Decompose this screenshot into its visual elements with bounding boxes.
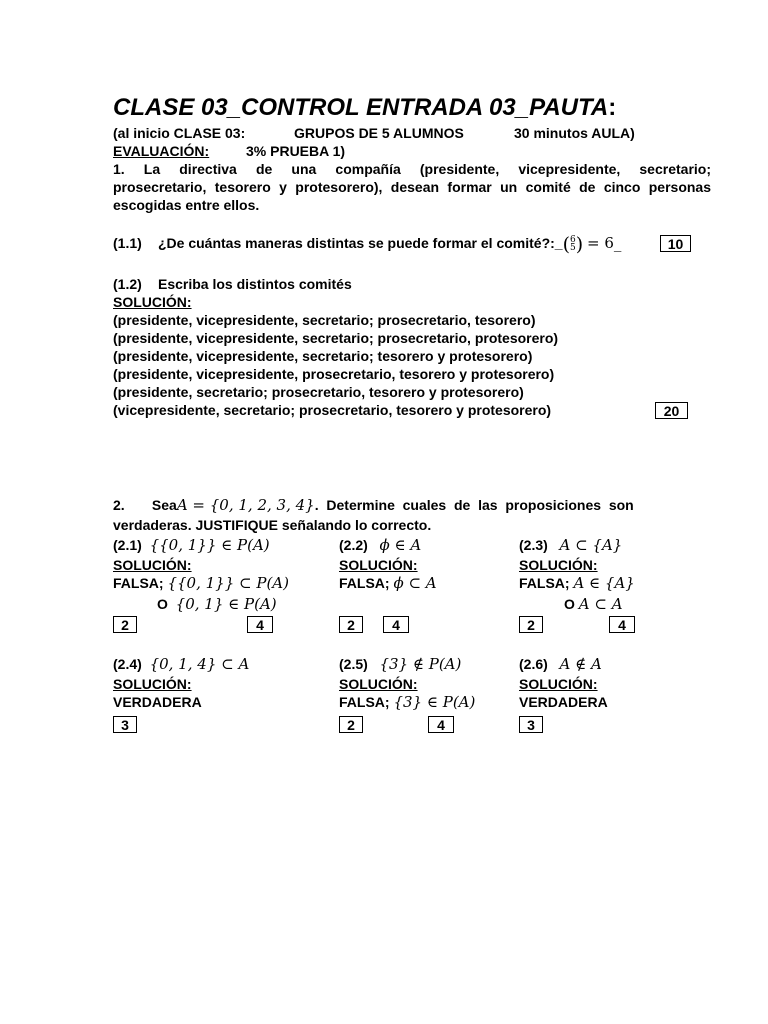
item-2-6-solution-label: SOLUCIÓN: (519, 676, 598, 692)
meta-groups: GRUPOS DE 5 ALUMNOS (294, 125, 464, 141)
item-2-5-score-b: 4 (428, 716, 454, 733)
item-2-6-statement: (2.6) A ∉ A (519, 655, 602, 673)
q1-2-label: (1.2) (113, 276, 142, 292)
item-2-5-answer: FALSA; {3} ∈ P(A) (339, 693, 476, 711)
q1-1-text: ¿De cuántas maneras distintas se puede formar el comité?:_ (158, 235, 563, 251)
item-2-1-score-a: 2 (113, 616, 137, 633)
item-2-4-solution-label: SOLUCIÓN: (113, 676, 192, 692)
committee-item: (presidente, secretario; prosecretario, tesorero y protesorero) (113, 384, 524, 400)
item-2-1-statement: (2.1) {{0, 1}} ∈ P(A) (113, 536, 270, 554)
item-2-6-score: 3 (519, 716, 543, 733)
item-2-4-statement: (2.4) {0, 1, 4} ⊂ A (113, 655, 250, 673)
item-2-3-solution-label: SOLUCIÓN: (519, 557, 598, 573)
q1-statement-line3: escogidas entre ellos. (113, 197, 260, 213)
item-2-2-score-a: 2 (339, 616, 363, 633)
item-2-1-alternative: O {0, 1} ∈ P(A) (157, 595, 277, 613)
page-title (113, 94, 616, 122)
q2-sea: 2. Sea (113, 497, 177, 513)
item-2-4-score: 3 (113, 716, 137, 733)
q2-intro-line2: verdaderas. JUSTIFIQUE señalando lo correcto. (113, 517, 432, 533)
q1-statement-line1: 1. La directiva de una compañía (presidente, vicepresidente, secretario; (113, 161, 711, 177)
item-2-2-answer: FALSA; ϕ ⊂ A (339, 574, 437, 592)
q1-1-score: 10 (660, 235, 691, 252)
q2-intro-line1 (113, 496, 723, 514)
q1-1-result: = 6_ (587, 234, 622, 252)
binomial: 6 5 (570, 235, 576, 254)
item-2-6-answer: VERDADERA (519, 694, 608, 710)
item-2-2-score-b: 4 (383, 616, 409, 633)
item-2-1-answer: FALSA; {{0, 1}} ⊂ P(A) (113, 574, 289, 592)
committee-item: (vicepresidente, secretario; prosecretario, tesorero y protesorero) (113, 402, 552, 418)
item-2-3-score-a: 2 (519, 616, 543, 633)
item-2-5-statement: (2.5) {3} ∉ P(A) (339, 655, 462, 673)
q2-intro-rest: . Determine cuales de las proposiciones son (314, 497, 634, 513)
item-2-3-score-b: 4 (609, 616, 635, 633)
q1-2-question: Escriba los distintos comités (158, 276, 352, 292)
evaluation-value: 3% PRUEBA 1) (246, 143, 346, 159)
committee-item: (presidente, vicepresidente, secretario; prosecretario, tesorero) (113, 312, 536, 328)
set-a-definition: A = {0, 1, 2, 3, 4} (176, 496, 315, 514)
q1-1-question: ¿De cuántas maneras distintas se puede formar el comité?:_(6 5) = 6_ (158, 233, 622, 256)
item-2-3-alternative: O A ⊂ A (564, 595, 623, 613)
item-2-1-solution-label: SOLUCIÓN: (113, 557, 192, 573)
item-2-5-solution-label: SOLUCIÓN: (339, 676, 418, 692)
title-colon: : (608, 94, 617, 121)
item-2-3-answer: FALSA; A ∈ {A} (519, 574, 635, 592)
item-2-4-answer: VERDADERA (113, 694, 202, 710)
title-text: CLASE 03_CONTROL ENTRADA 03_PAUTA (113, 94, 609, 121)
committee-item: (presidente, vicepresidente, secretario; tesorero y protesorero) (113, 348, 533, 364)
q1-statement-line2: prosecretario, tesorero y protesorero), desean formar un comité de cinco personas (113, 179, 711, 195)
q1-2-score: 20 (655, 402, 688, 419)
committee-item: (presidente, vicepresidente, secretario; prosecretario, protesorero) (113, 330, 559, 346)
committee-item: (presidente, vicepresidente, prosecretario, tesorero y protesorero) (113, 366, 555, 382)
q1-1-label: (1.1) (113, 235, 142, 251)
item-2-3-statement: (2.3) A ⊂ {A} (519, 536, 623, 554)
meta-time: 30 minutos AULA) (514, 125, 635, 141)
q1-2-solution-label: SOLUCIÓN: (113, 294, 192, 310)
item-2-5-score-a: 2 (339, 716, 363, 733)
item-2-2-statement: (2.2) ϕ ∈ A (339, 536, 422, 554)
item-2-2-solution-label: SOLUCIÓN: (339, 557, 418, 573)
evaluation-label: EVALUACIÓN: (113, 143, 210, 159)
item-2-1-score-b: 4 (247, 616, 273, 633)
meta-start: (al inicio CLASE 03: (113, 125, 246, 141)
